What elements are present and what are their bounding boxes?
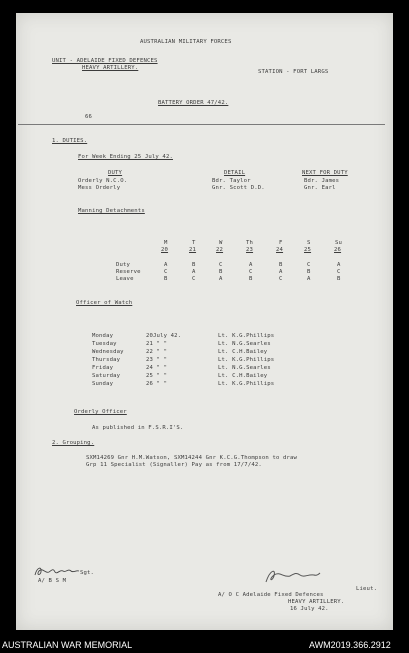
watch-day: Tuesday	[92, 341, 117, 347]
watch-day: Monday	[92, 333, 114, 339]
watch-officer: Lt. K.G.Phillips	[218, 333, 275, 339]
watch-date: 23 " "	[146, 357, 168, 363]
manning-cell: C	[192, 276, 196, 282]
manning-cell: B	[192, 262, 196, 268]
manning-cell: A	[307, 276, 311, 282]
orderly-officer-text: As published in F.S.R.I'S.	[92, 425, 184, 431]
manning-row-label: Leave	[116, 276, 134, 282]
manning-day: Th	[246, 240, 254, 246]
manning-cell: B	[337, 276, 341, 282]
watch-date: 25 " "	[146, 373, 168, 379]
caption-source: AUSTRALIAN WAR MEMORIAL	[2, 640, 133, 650]
manning-cell: A	[279, 269, 283, 275]
watch-date: 26 " "	[146, 381, 168, 387]
grouping-line2: Grp 11 Specialist (Signaller) Pay as from 17/7/42.	[86, 462, 262, 468]
manning-date: 20	[161, 247, 169, 253]
manning-cell: C	[249, 269, 253, 275]
unit-line2: HEAVY ARTILLERY.	[82, 65, 139, 71]
duty-row-2-next: Gnr. Earl	[304, 185, 336, 191]
manning-cell: B	[279, 262, 283, 268]
right-signature-unit: HEAVY ARTILLERY.	[288, 599, 345, 605]
orderly-officer-heading: Orderly Officer	[74, 409, 127, 415]
watch-day: Sunday	[92, 381, 114, 387]
watch-officer: Lt. N.G.Searles	[218, 341, 271, 347]
right-signature-handwriting	[262, 566, 322, 586]
manning-cell: A	[337, 262, 341, 268]
watch-date: 24 " "	[146, 365, 168, 371]
duties-heading: 1. DUTIES.	[52, 138, 88, 144]
order-number: BATTERY ORDER 47/42.	[158, 100, 229, 106]
duty-row-2-detail: Gnr. Scott D.D.	[212, 185, 265, 191]
manning-cell: C	[164, 269, 168, 275]
manning-cell: C	[219, 262, 223, 268]
watch-officer: Lt. C.H.Bailey	[218, 349, 268, 355]
manning-heading: Manning Detachments	[78, 208, 145, 214]
left-signature-handwriting	[33, 564, 81, 578]
watch-date: 20July 42.	[146, 333, 182, 339]
manning-cell: C	[307, 262, 311, 268]
manning-cell: B	[219, 269, 223, 275]
manning-day: S	[307, 240, 311, 246]
manning-date: 25	[304, 247, 312, 253]
duty-row-1-next: Bdr. James	[304, 178, 340, 184]
grouping-heading: 2. Grouping.	[52, 440, 95, 446]
manning-cell: B	[307, 269, 311, 275]
manning-date: 21	[189, 247, 197, 253]
caption-accession-id: AWM2019.366.2912	[309, 640, 391, 650]
col-detail: DETAIL	[224, 170, 246, 176]
left-signature-role: A/ B S M	[38, 578, 67, 584]
watch-officer: Lt. N.G.Searles	[218, 365, 271, 371]
manning-date: 23	[246, 247, 254, 253]
manning-cell: A	[249, 262, 253, 268]
watch-day: Thursday	[92, 357, 121, 363]
watch-date: 21 " "	[146, 341, 168, 347]
col-duty: DUTY	[108, 170, 123, 176]
grouping-line1: SXM14269 Gnr H.M.Watson, SXM14244 Gnr K.C.G.Thompson to draw	[86, 455, 298, 461]
week-ending: For Week Ending 25 July 42.	[78, 154, 173, 160]
manning-day: T	[192, 240, 196, 246]
manning-date: 26	[334, 247, 342, 253]
manning-cell: A	[219, 276, 223, 282]
watch-date: 22 " "	[146, 349, 168, 355]
manning-row-label: Reserve	[116, 269, 141, 275]
col-next: NEXT FOR DUTY	[302, 170, 348, 176]
right-signature-role: A/ O C Adelaide Fixed Defences	[218, 592, 324, 598]
manning-cell: C	[337, 269, 341, 275]
manning-cell: A	[164, 262, 168, 268]
watch-day: Wednesday	[92, 349, 124, 355]
station-label: STATION - FORT LARGS	[258, 69, 329, 75]
manning-day: Su	[335, 240, 343, 246]
watch-officer: Lt. C.H.Bailey	[218, 373, 268, 379]
manning-day: F	[279, 240, 283, 246]
manning-cell: B	[164, 276, 168, 282]
manning-cell: C	[279, 276, 283, 282]
reference-number: 66	[85, 114, 93, 120]
manning-day: W	[219, 240, 223, 246]
duty-row-1-detail: Bdr. Taylor	[212, 178, 251, 184]
watch-heading: Officer of Watch	[76, 300, 133, 306]
header-divider	[18, 124, 385, 125]
manning-date: 22	[216, 247, 224, 253]
right-signature-rank: Lieut.	[356, 586, 378, 592]
manning-date: 24	[276, 247, 284, 253]
watch-day: Saturday	[92, 373, 121, 379]
document-title: AUSTRALIAN MILITARY FORCES	[140, 39, 232, 45]
manning-cell: B	[249, 276, 253, 282]
watch-day: Friday	[92, 365, 114, 371]
manning-cell: A	[192, 269, 196, 275]
watch-officer: Lt. K.G.Phillips	[218, 357, 275, 363]
duty-row-1-duty: Orderly N.C.O.	[78, 178, 128, 184]
duty-row-2-duty: Mess Orderly	[78, 185, 121, 191]
left-signature-rank: Sgt.	[80, 570, 95, 576]
right-signature-date: 16 July 42.	[290, 606, 329, 612]
manning-row-label: Duty	[116, 262, 131, 268]
manning-day: M	[164, 240, 168, 246]
watch-officer: Lt. K.G.Phillips	[218, 381, 275, 387]
unit-line1: UNIT - ADELAIDE FIXED DEFENCES	[52, 58, 158, 64]
